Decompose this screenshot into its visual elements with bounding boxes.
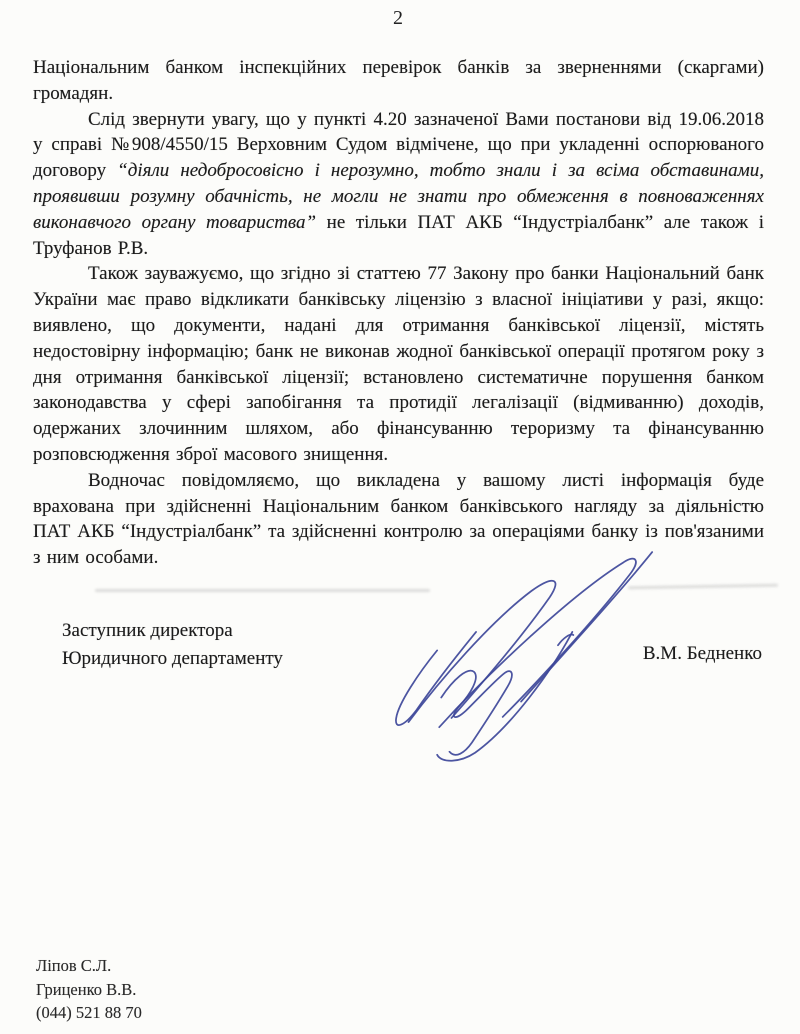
signature-stroke (441, 671, 512, 755)
executor-name-1: Ліпов С.Л. (36, 956, 112, 975)
signatory-title (62, 617, 283, 673)
paragraph-license-revocation: Також зауважуємо, що згідно зі статтею 77 Закону про банки Національний банк України має право відкликати банківську ліцензію з власної ініціативи у разі, якщо: виявлено, що документи, надані для отримання банківської ліцензії, містять недостовірну інформацію; банк не виконав жодної банківської операції протягом року з дня отримання банківської ліцензії; встановлено систематичне порушення банком законодавства у сфері запобігання та протидії легалізації (відмиванню) доходів, одержаних злочинним шляхом, або фінансуванню тероризму та фінансуванню розповсюдження зброї масового знищення. (33, 263, 764, 465)
signatory-name: В.М. Бедненко (642, 642, 762, 664)
signatory-title-line2: Юридичного департаменту (62, 647, 283, 669)
scan-artifact (95, 589, 430, 592)
paragraph-court-ruling (33, 107, 764, 262)
signature-block (33, 617, 764, 673)
contact-footer (36, 954, 142, 1025)
paragraph-inspections (33, 55, 764, 107)
paragraph-text: Слід звернути увагу, що у пункті 4.20 зазначеної Вами постанови від 19.06.2018 у справі №908/4550/15 Верховним Судом відмічене, що при укладенні оспорюваного договору (33, 108, 764, 182)
contact-phone: (044) 521 88 70 (36, 1003, 142, 1022)
letter-body (33, 55, 764, 571)
scan-artifact (628, 584, 778, 590)
paragraph-text: Національним банком інспекційних перевірок банків за зверненнями (скаргами) громадян. (33, 57, 764, 104)
paragraph-supervision-note: Водночас повідомляємо, що викладена у вашому листі інформація буде врахована при здійсненні Національним банком банківського нагляду за діяльністю ПАТ АКБ “Індустріалбанк” та здійсненні контролю за операціями банку із пов'язаними з ним особами. (33, 469, 764, 569)
page-number: 2 (393, 7, 404, 29)
executor-name-2: Гриценко В.В. (36, 979, 137, 999)
signatory-title-line1: Заступник директора (62, 619, 233, 641)
paragraph-text: не тільки ПАТ АКБ “Індустріалбанк” але також і Труфанов Р.В. (33, 211, 764, 259)
court-quote-italic: “діяли недобросовісно і нерозумно, тобто знали і за всіма обставинами, проявивши розумну обачність, не могли не знати про обмеження в повноваженнях виконавчого органу товариства” (33, 160, 764, 233)
